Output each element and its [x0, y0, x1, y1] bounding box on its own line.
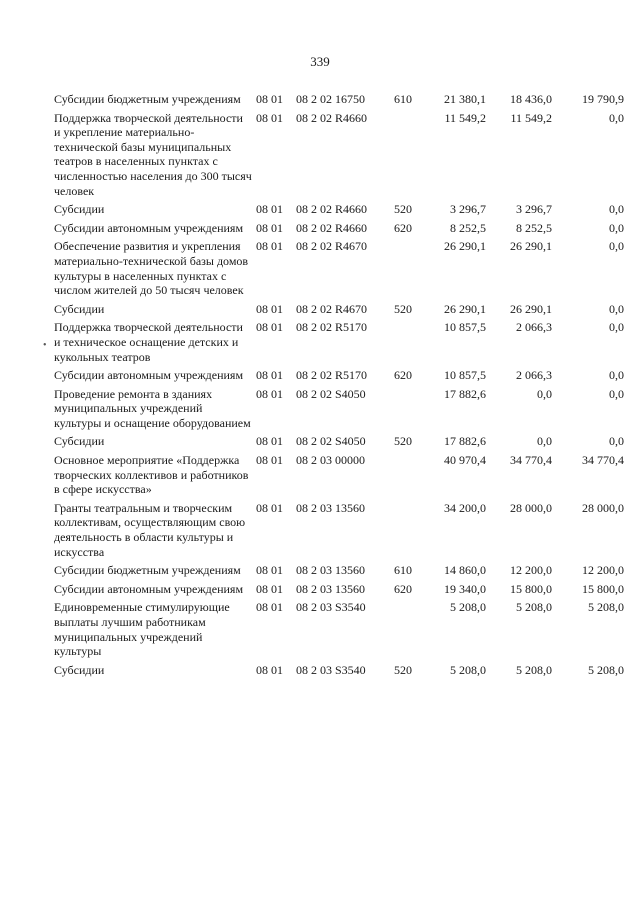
table-row: [54, 198, 624, 217]
amount-year-2: 11 549,2: [510, 110, 552, 125]
amount-year-1: 21 380,1: [444, 92, 486, 106]
amount-year-3: 5 208,0: [588, 662, 624, 677]
amount-year-3: 15 800,0: [582, 581, 624, 596]
amount-year-1: 34 200,0: [444, 500, 486, 515]
amount-year-1: 17 882,6: [444, 386, 486, 401]
expense-category-code: [394, 107, 418, 199]
amount-year-3: 0,0: [609, 386, 624, 401]
section-code: 08 01: [256, 368, 283, 383]
section-code: 08 01: [256, 202, 283, 217]
section-code: 08 01: [256, 301, 283, 316]
target-article-code: 08 2 03 00000: [296, 453, 365, 468]
amount-year-1: 8 252,5: [450, 220, 486, 235]
section-code: 08 01: [256, 320, 283, 335]
expense-name: Субсидии автономным учреждениям: [54, 581, 244, 596]
amount-year-2: 28 000,0: [510, 500, 552, 515]
amount-year-1: 11 549,2: [444, 110, 486, 125]
expense-name: Обеспечение развития и укрепления материально-технической базы домов культуры в населенных пунктах с числом жителей до 50 тысяч человек: [54, 239, 249, 298]
table-row: [54, 449, 624, 497]
table-row: [54, 88, 624, 107]
amount-year-3: 12 200,0: [582, 563, 624, 578]
table-row: [54, 364, 624, 383]
target-article-code: 08 2 03 13560: [296, 563, 365, 578]
page-number: 339: [310, 54, 330, 69]
section-code: 08 01: [256, 220, 283, 235]
margin-mark: •: [43, 340, 47, 351]
amount-year-1: 10 857,5: [444, 368, 486, 383]
target-article-code: 08 2 02 R5170: [296, 320, 368, 335]
expense-name: Субсидии: [54, 202, 105, 217]
expense-category-code: [394, 383, 418, 431]
expense-category-code: [394, 596, 418, 658]
section-code: 08 01: [256, 600, 283, 615]
amount-year-3: 19 790,9: [582, 92, 624, 106]
amount-year-3: 0,0: [609, 320, 624, 335]
expense-name: Гранты театральным и творческим коллективам, осуществляющим свою деятельность в области культуры и искусства: [54, 500, 246, 559]
expense-name: Субсидии: [54, 662, 105, 677]
expense-name: Субсидии бюджетным учреждениям: [54, 92, 241, 106]
amount-year-3: 28 000,0: [582, 500, 624, 515]
expense-name: Проведение ремонта в зданиях муниципальных учреждений культуры и оснащение оборудованием: [54, 386, 251, 430]
expense-name: Субсидии: [54, 301, 105, 316]
expense-category-code: 620: [394, 220, 412, 235]
amount-year-3: 0,0: [609, 239, 624, 254]
section-code: 08 01: [256, 434, 283, 449]
table-row: [54, 316, 624, 364]
amount-year-2: 3 296,7: [516, 202, 552, 217]
target-article-code: 08 2 02 16750: [296, 92, 365, 106]
amount-year-2: 12 200,0: [510, 563, 552, 578]
expense-name: Поддержка творческой деятельности и укрепление материально-технической базы муниципальных театров в населенных пунктах с численностью населения до 300 тысяч человек: [54, 110, 252, 198]
amount-year-3: 0,0: [609, 301, 624, 316]
expense-category-code: 520: [394, 301, 412, 316]
expense-name: Субсидии: [54, 434, 105, 449]
amount-year-3: 5 208,0: [588, 600, 624, 615]
amount-year-2: 5 208,0: [516, 662, 552, 677]
target-article-code: 08 2 02 S4050: [296, 386, 366, 401]
section-code: 08 01: [256, 581, 283, 596]
amount-year-3: 0,0: [609, 434, 624, 449]
expense-category-code: [394, 235, 418, 297]
expense-category-code: [394, 497, 418, 559]
target-article-code: 08 2 02 R5170: [296, 368, 368, 383]
amount-year-2: 15 800,0: [510, 581, 552, 596]
target-article-code: 08 2 03 S3540: [296, 600, 366, 615]
target-article-code: 08 2 02 R4660: [296, 202, 368, 217]
expense-category-code: 520: [394, 434, 412, 449]
expense-category-code: 520: [394, 202, 412, 217]
amount-year-2: 8 252,5: [516, 220, 552, 235]
table-row: [54, 383, 624, 431]
amount-year-2: 0,0: [537, 434, 552, 449]
expense-name: Поддержка творческой деятельности и техническое оснащение детских и кукольных театров: [54, 320, 243, 364]
table-row: [54, 430, 624, 449]
amount-year-1: 10 857,5: [444, 320, 486, 335]
section-code: 08 01: [256, 662, 283, 677]
expense-category-code: 520: [394, 662, 412, 677]
amount-year-1: 19 340,0: [444, 581, 486, 596]
target-article-code: 08 2 02 R4660: [296, 220, 368, 235]
section-code: 08 01: [256, 110, 283, 125]
amount-year-2: 26 290,1: [510, 239, 552, 254]
section-code: 08 01: [256, 239, 283, 254]
target-article-code: 08 2 02 R4670: [296, 239, 368, 254]
amount-year-1: 3 296,7: [450, 202, 486, 217]
table-row: [54, 298, 624, 317]
target-article-code: 08 2 03 13560: [296, 581, 365, 596]
table-row: [54, 559, 624, 578]
section-code: 08 01: [256, 453, 283, 468]
table-body: [54, 88, 624, 677]
amount-year-1: 40 970,4: [444, 453, 486, 468]
expense-category-code: [394, 449, 418, 497]
target-article-code: 08 2 02 R4660: [296, 110, 368, 125]
table-row: [54, 235, 624, 297]
amount-year-1: 14 860,0: [444, 563, 486, 578]
table-row: [54, 578, 624, 597]
target-article-code: 08 2 02 S4050: [296, 434, 366, 449]
expense-category-code: [394, 316, 418, 364]
amount-year-1: 26 290,1: [444, 301, 486, 316]
expense-category-code: 610: [394, 563, 412, 578]
expense-category-code: 620: [394, 581, 412, 596]
table-row: [54, 497, 624, 559]
budget-table: [54, 88, 624, 677]
amount-year-1: 5 208,0: [450, 600, 486, 615]
expense-name: Основное мероприятие «Поддержка творческих коллективов и работников в сфере искусства»: [54, 453, 249, 497]
amount-year-3: 0,0: [609, 220, 624, 235]
amount-year-2: 34 770,4: [510, 453, 552, 468]
target-article-code: 08 2 03 13560: [296, 500, 365, 515]
expense-name: Субсидии автономным учреждениям: [54, 368, 244, 383]
amount-year-3: 0,0: [609, 110, 624, 125]
amount-year-2: 18 436,0: [510, 92, 552, 106]
expense-name: Единовременные стимулирующие выплаты лучшим работникам муниципальных учреждений культуры: [54, 600, 230, 659]
amount-year-1: 26 290,1: [444, 239, 486, 254]
section-code: 08 01: [256, 92, 283, 106]
amount-year-2: 2 066,3: [516, 320, 552, 335]
table-row: [54, 659, 624, 678]
amount-year-2: 2 066,3: [516, 368, 552, 383]
target-article-code: 08 2 02 R4670: [296, 301, 368, 316]
amount-year-1: 17 882,6: [444, 434, 486, 449]
amount-year-3: 0,0: [609, 202, 624, 217]
section-code: 08 01: [256, 386, 283, 401]
amount-year-2: 5 208,0: [516, 600, 552, 615]
table-row: [54, 596, 624, 658]
amount-year-1: 5 208,0: [450, 662, 486, 677]
amount-year-3: 34 770,4: [582, 453, 624, 468]
section-code: 08 01: [256, 563, 283, 578]
expense-category-code: 620: [394, 368, 412, 383]
table-row: [54, 107, 624, 199]
amount-year-2: 26 290,1: [510, 301, 552, 316]
expense-category-code: 610: [394, 92, 412, 106]
table-row: [54, 217, 624, 236]
amount-year-2: 0,0: [537, 386, 552, 401]
target-article-code: 08 2 03 S3540: [296, 662, 366, 677]
section-code: 08 01: [256, 500, 283, 515]
expense-name: Субсидии автономным учреждениям: [54, 220, 244, 235]
expense-name: Субсидии бюджетным учреждениям: [54, 563, 241, 578]
amount-year-3: 0,0: [609, 368, 624, 383]
